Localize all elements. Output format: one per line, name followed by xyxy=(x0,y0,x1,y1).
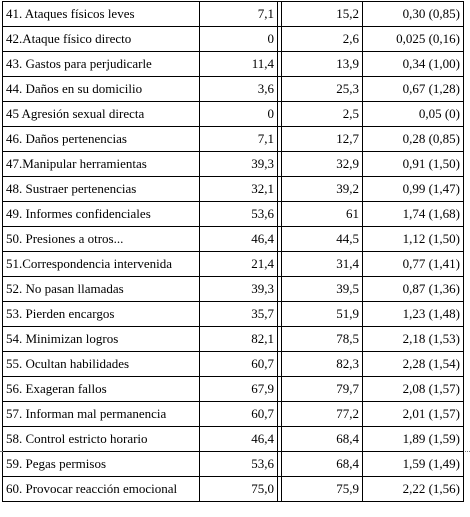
table-row xyxy=(3,327,464,352)
mean-sd-cell: 1,23 (1,48) xyxy=(363,302,464,327)
mean-sd-cell: 2,18 (1,53) xyxy=(363,327,464,352)
table-row xyxy=(3,452,464,477)
percentage-a-cell: 82,1 xyxy=(200,327,278,352)
percentage-b-cell: 13,9 xyxy=(282,52,363,77)
item-label-cell: 47.Manipular herramientas xyxy=(3,152,200,177)
mean-sd-cell: 2,22 (1,56) xyxy=(363,477,464,502)
percentage-a-cell: 35,7 xyxy=(200,302,278,327)
table-row xyxy=(3,402,464,427)
item-label-cell: 55. Ocultan habilidades xyxy=(3,352,200,377)
item-label-cell: 59. Pegas permisos xyxy=(3,452,200,477)
percentage-a-cell: 0 xyxy=(200,102,278,127)
mean-sd-cell: 0,34 (1,00) xyxy=(363,52,464,77)
mean-sd-cell: 1,12 (1,50) xyxy=(363,227,464,252)
percentage-b-cell: 61 xyxy=(282,202,363,227)
item-label-cell: 42.Ataque físico directo xyxy=(3,27,200,52)
percentage-b-cell: 78,5 xyxy=(282,327,363,352)
table-row xyxy=(3,352,464,377)
percentage-a-cell: 7,1 xyxy=(200,127,278,152)
percentage-a-cell: 3,6 xyxy=(200,77,278,102)
percentage-a-cell: 0 xyxy=(200,27,278,52)
percentage-b-cell: 68,4 xyxy=(282,427,363,452)
mean-sd-cell: 2,28 (1,54) xyxy=(363,352,464,377)
mean-sd-cell: 0,30 (0,85) xyxy=(363,2,464,27)
mean-sd-cell: 1,59 (1,49) xyxy=(363,452,464,477)
table-row xyxy=(3,227,464,252)
percentage-b-cell: 44,5 xyxy=(282,227,363,252)
mean-sd-cell: 2,08 (1,57) xyxy=(363,377,464,402)
item-label-cell: 50. Presiones a otros... xyxy=(3,227,200,252)
percentage-a-cell: 32,1 xyxy=(200,177,278,202)
item-label-cell: 58. Control estricto horario xyxy=(3,427,200,452)
item-label-cell: 41. Ataques físicos leves xyxy=(3,2,200,27)
mean-sd-cell: 0,67 (1,28) xyxy=(363,77,464,102)
item-label-cell: 60. Provocar reacción emocional xyxy=(3,477,200,502)
percentage-b-cell: 31,4 xyxy=(282,252,363,277)
table-row xyxy=(3,427,464,452)
table-body xyxy=(3,2,464,502)
percentage-a-cell: 39,3 xyxy=(200,277,278,302)
percentage-a-cell: 46,4 xyxy=(200,227,278,252)
item-label-cell: 44. Daños en su domicilio xyxy=(3,77,200,102)
table-row xyxy=(3,2,464,27)
percentage-b-cell: 82,3 xyxy=(282,352,363,377)
dotted-line-right xyxy=(465,451,470,452)
table-row xyxy=(3,277,464,302)
percentage-b-cell: 2,5 xyxy=(282,102,363,127)
table-row xyxy=(3,377,464,402)
percentage-a-cell: 11,4 xyxy=(200,52,278,77)
mean-sd-cell: 0,025 (0,16) xyxy=(363,27,464,52)
item-label-cell: 53. Pierden encargos xyxy=(3,302,200,327)
mean-sd-cell: 0,91 (1,50) xyxy=(363,152,464,177)
percentage-b-cell: 77,2 xyxy=(282,402,363,427)
table-row xyxy=(3,252,464,277)
item-label-cell: 46. Daños pertenencias xyxy=(3,127,200,152)
table-row xyxy=(3,52,464,77)
mean-sd-cell: 0,87 (1,36) xyxy=(363,277,464,302)
table-row xyxy=(3,27,464,52)
dotted-line-left xyxy=(0,451,2,452)
table-row xyxy=(3,102,464,127)
data-table xyxy=(2,1,464,502)
table-row xyxy=(3,152,464,177)
percentage-b-cell: 2,6 xyxy=(282,27,363,52)
table-row xyxy=(3,302,464,327)
mean-sd-cell: 0,05 (0) xyxy=(363,102,464,127)
percentage-a-cell: 39,3 xyxy=(200,152,278,177)
mean-sd-cell: 0,77 (1,41) xyxy=(363,252,464,277)
mean-sd-cell: 2,01 (1,57) xyxy=(363,402,464,427)
percentage-b-cell: 68,4 xyxy=(282,452,363,477)
table-row xyxy=(3,77,464,102)
percentage-a-cell: 7,1 xyxy=(200,2,278,27)
percentage-b-cell: 79,7 xyxy=(282,377,363,402)
percentage-a-cell: 75,0 xyxy=(200,477,278,502)
item-label-cell: 56. Exageran fallos xyxy=(3,377,200,402)
percentage-b-cell: 15,2 xyxy=(282,2,363,27)
percentage-a-cell: 67,9 xyxy=(200,377,278,402)
item-label-cell: 52. No pasan llamadas xyxy=(3,277,200,302)
mean-sd-cell: 0,28 (0,85) xyxy=(363,127,464,152)
percentage-a-cell: 53,6 xyxy=(200,452,278,477)
percentage-b-cell: 12,7 xyxy=(282,127,363,152)
table-frame xyxy=(2,1,464,502)
percentage-a-cell: 21,4 xyxy=(200,252,278,277)
table-row xyxy=(3,177,464,202)
item-label-cell: 43. Gastos para perjudicarle xyxy=(3,52,200,77)
item-label-cell: 54. Minimizan logros xyxy=(3,327,200,352)
item-label-cell: 48. Sustraer pertenencias xyxy=(3,177,200,202)
percentage-b-cell: 25,3 xyxy=(282,77,363,102)
item-label-cell: 49. Informes confidenciales xyxy=(3,202,200,227)
item-label-cell: 51.Correspondencia intervenida xyxy=(3,252,200,277)
mean-sd-cell: 1,89 (1,59) xyxy=(363,427,464,452)
table-row xyxy=(3,127,464,152)
percentage-a-cell: 60,7 xyxy=(200,352,278,377)
percentage-b-cell: 75,9 xyxy=(282,477,363,502)
percentage-a-cell: 53,6 xyxy=(200,202,278,227)
percentage-b-cell: 32,9 xyxy=(282,152,363,177)
percentage-a-cell: 60,7 xyxy=(200,402,278,427)
table-row xyxy=(3,202,464,227)
percentage-a-cell: 46,4 xyxy=(200,427,278,452)
percentage-b-cell: 39,5 xyxy=(282,277,363,302)
percentage-b-cell: 39,2 xyxy=(282,177,363,202)
percentage-b-cell: 51,9 xyxy=(282,302,363,327)
mean-sd-cell: 0,99 (1,47) xyxy=(363,177,464,202)
mean-sd-cell: 1,74 (1,68) xyxy=(363,202,464,227)
item-label-cell: 45 Agresión sexual directa xyxy=(3,102,200,127)
item-label-cell: 57. Informan mal permanencia xyxy=(3,402,200,427)
table-row xyxy=(3,477,464,502)
